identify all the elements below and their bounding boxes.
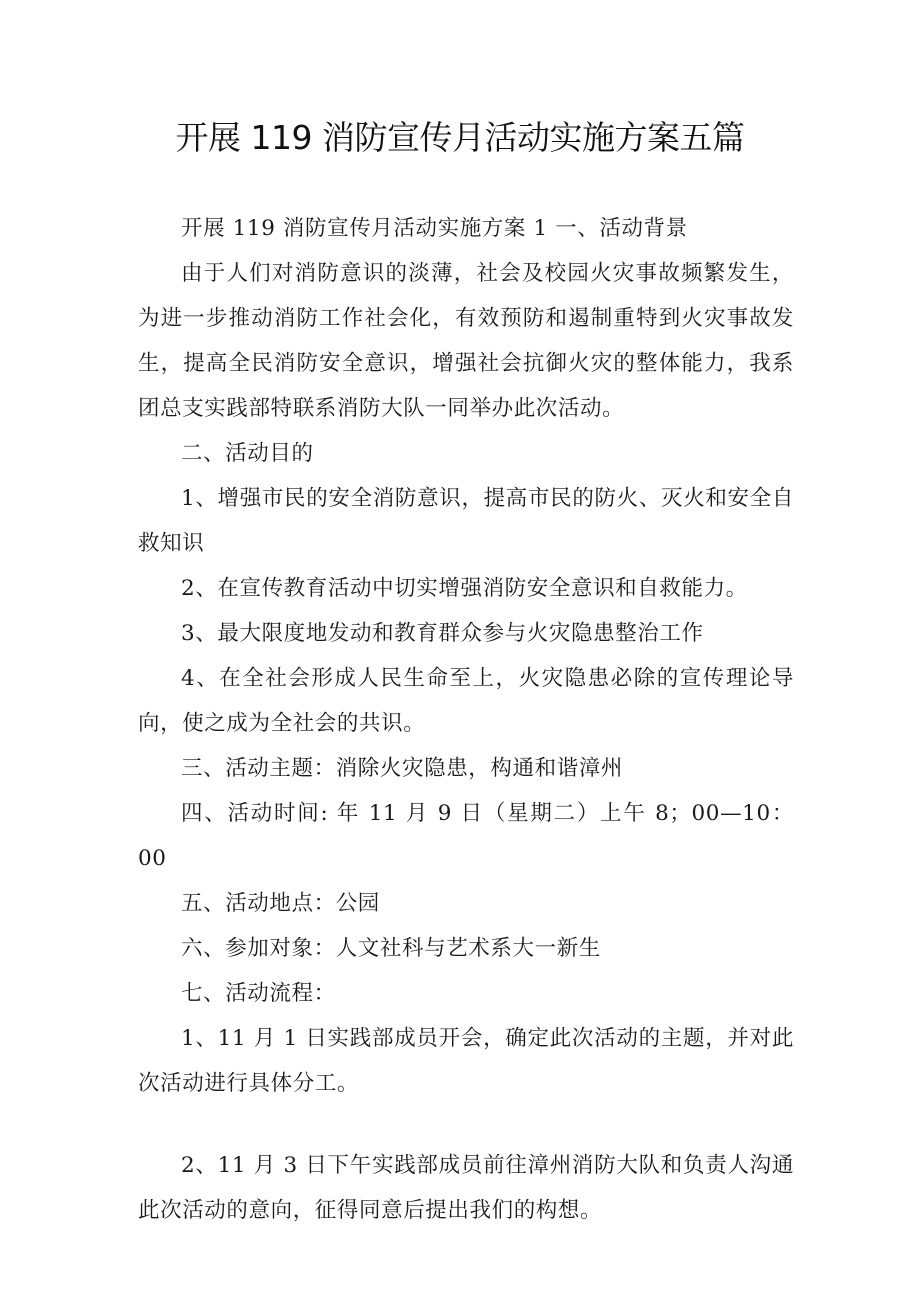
paragraph: 由于人们对消防意识的淡薄，社会及校园火灾事故频繁发生，为进一步推动消防工作社会化，有效预防和遏制重特到火灾事故发生，提高全民消防安全意识，增强社会抗御火灾的整体能力，我系团总支实践部特联系消防大队一同举办此次活动。 [138,261,794,421]
list-item: 2、在宣传教育活动中切实增强消防安全意识和自救能力。 [181,576,748,601]
section-heading: 四、活动时间: 年 11 月 9 日（星期二）上午 8；00—10：00 [138,801,794,871]
section-heading: 五、活动地点：公园 [181,891,380,916]
document-body [138,206,794,1233]
document-title: 开展 119 消防宣传月活动实施方案五篇 [175,118,745,157]
paragraph: 开展 119 消防宣传月活动实施方案 1 一、活动背景 [181,216,688,241]
list-item: 1、11 月 1 日实践部成员开会，确定此次活动的主题，并对此次活动进行具体分工。 [138,1026,794,1096]
list-item: 1、增强市民的安全消防意识，提高市民的防火、灭火和安全自救知识 [138,486,794,556]
list-item: 2、11 月 3 日下午实践部成员前往漳州消防大队和负责人沟通此次活动的意向，征得同意后提出我们的构想。 [138,1153,794,1223]
section-heading: 二、活动目的 [181,441,314,466]
section-heading: 三、活动主题：消除火灾隐患，构通和谐漳州 [181,756,624,781]
section-heading: 六、参加对象：人文社科与艺术系大一新生 [181,936,601,961]
section-heading: 七、活动流程： [181,981,336,1006]
list-item: 3、最大限度地发动和教育群众参与火灾隐患整治工作 [181,621,704,646]
list-item: 4、在全社会形成人民生命至上，火灾隐患必除的宣传理论导向，使之成为全社会的共识。 [138,666,794,736]
